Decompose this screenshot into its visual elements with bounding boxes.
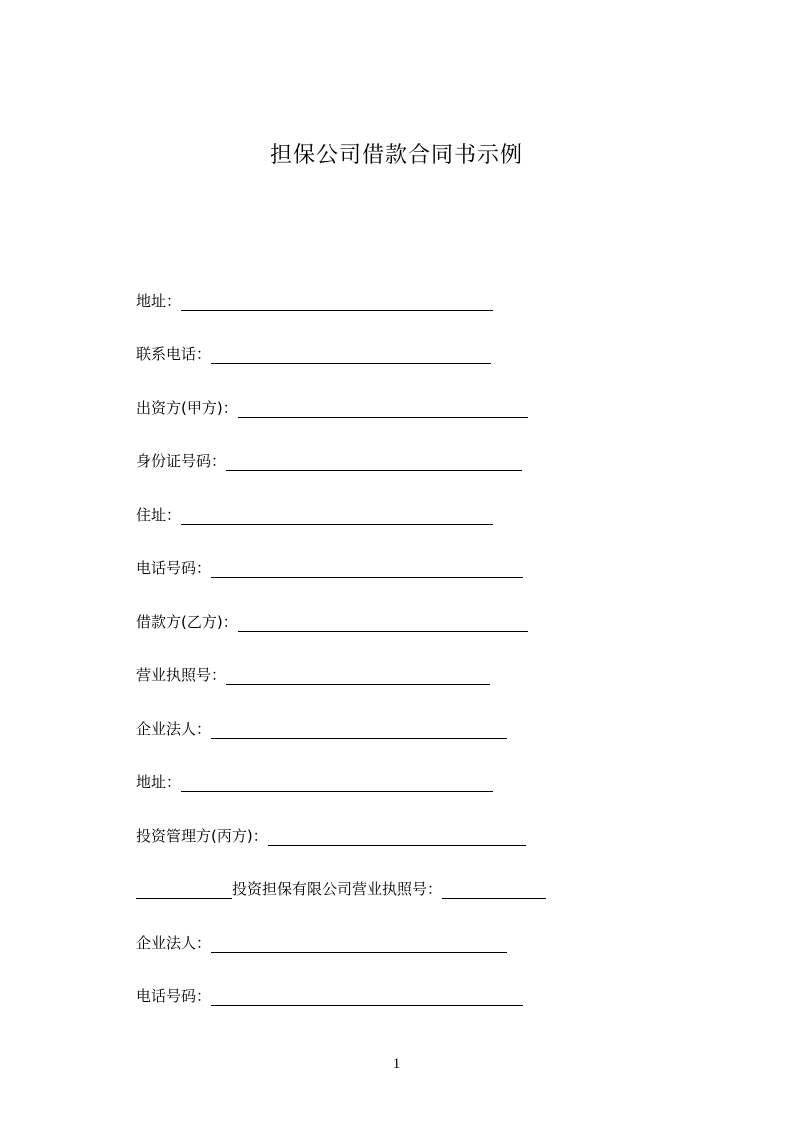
business-license-label: 营业执照号： [136, 666, 227, 684]
address-label-1: 地址： [136, 292, 182, 310]
lender-blank[interactable] [238, 401, 528, 418]
borrower-blank[interactable] [238, 615, 528, 632]
manager-blank[interactable] [268, 829, 526, 846]
contact-phone-field [136, 342, 491, 366]
phone-field-2 [136, 984, 523, 1008]
address-field-1 [136, 289, 493, 313]
address-label-2: 地址： [136, 773, 182, 791]
residence-blank[interactable] [181, 508, 493, 525]
lender-field [136, 396, 528, 420]
borrower-field [136, 610, 528, 634]
id-number-field [136, 449, 522, 473]
phone-field-1 [136, 556, 523, 580]
legal-rep-blank-1[interactable] [211, 722, 507, 739]
contact-phone-blank[interactable] [211, 347, 491, 364]
address-blank-2[interactable] [181, 775, 493, 792]
phone-blank-2[interactable] [211, 989, 523, 1006]
legal-rep-blank-2[interactable] [211, 936, 507, 953]
legal-rep-field-2 [136, 931, 507, 955]
borrower-label: 借款方(乙方)： [136, 613, 238, 631]
manager-field [136, 824, 526, 848]
lender-label: 出资方(甲方)： [136, 399, 238, 417]
guarantee-company-license-label: 投资担保有限公司营业执照号： [232, 880, 443, 898]
legal-rep-field-1 [136, 717, 507, 741]
manager-label: 投资管理方(丙方)： [136, 827, 268, 845]
guarantee-company-field [136, 877, 546, 901]
phone-label-2: 电话号码： [136, 987, 212, 1005]
id-number-label: 身份证号码： [136, 452, 227, 470]
company-name-blank[interactable] [136, 882, 232, 899]
id-number-blank[interactable] [226, 454, 522, 471]
phone-label-1: 电话号码： [136, 559, 212, 577]
guarantee-company-license-blank[interactable] [442, 882, 546, 899]
document-title: 担保公司借款合同书示例 [269, 143, 523, 168]
contact-phone-label: 联系电话： [136, 345, 212, 363]
phone-blank-1[interactable] [211, 561, 523, 578]
legal-rep-label-1: 企业法人： [136, 720, 212, 738]
page-number: 1 [392, 1056, 401, 1072]
residence-label: 住址： [136, 506, 182, 524]
business-license-blank[interactable] [226, 668, 490, 685]
business-license-field [136, 663, 490, 687]
legal-rep-label-2: 企业法人： [136, 934, 212, 952]
address-field-2 [136, 770, 493, 794]
residence-field [136, 503, 493, 527]
address-blank-1[interactable] [181, 294, 493, 311]
